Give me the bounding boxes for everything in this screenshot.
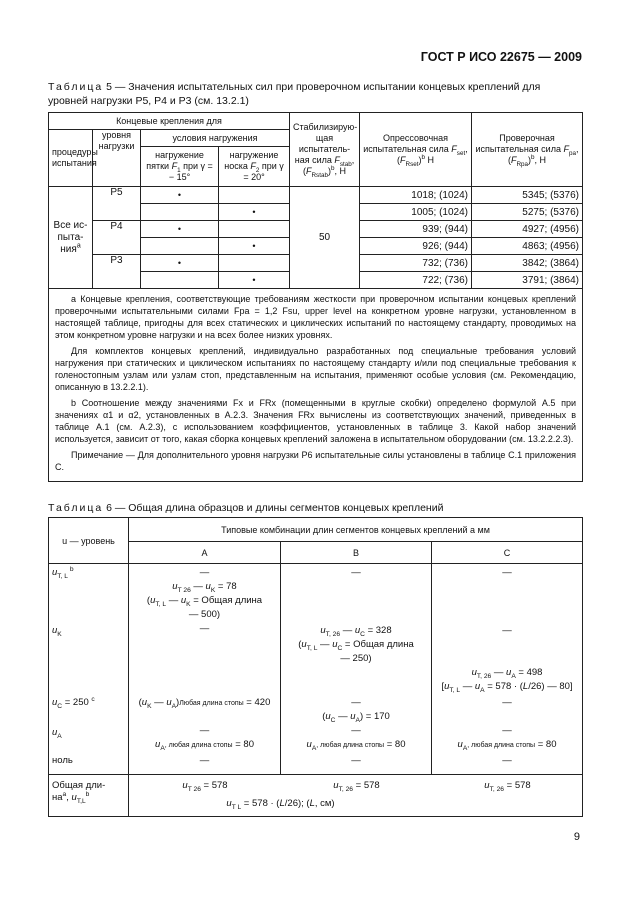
b-line-5: $u_A$, любая длина стопы = 80 (306, 739, 406, 752)
table5-header-set: Опрессовочная испытательная сила $F_{set}$, $(F_{Rset})^b$ Н (360, 113, 472, 187)
table5-pa-value: 4927; (4956) (472, 221, 583, 238)
total-c: $u_{T, 26} = 578$ (484, 780, 531, 793)
dash: — (502, 725, 512, 736)
table5-set-value: 939; (944) (360, 221, 472, 238)
table5-pa-value: 4863; (4956) (472, 238, 583, 255)
table5-set-value: 926; (944) (360, 238, 472, 255)
dash: — (199, 623, 210, 634)
dash: — (502, 697, 512, 708)
a-line-3: — 500) (188, 609, 221, 620)
b-line-4: ($u_C$ — $u_A) = 170$ (322, 711, 390, 724)
table6-caption (48, 501, 583, 515)
total-b: $u_{T, 26} = 578$ (333, 780, 380, 793)
dash: — (199, 725, 210, 736)
table5-header-stab: Стабилизирую-щая испытатель-ная сила $F_{stab}$, $(F_{Rstab})^b$, Н (290, 113, 360, 187)
table5-note: Примечание — Для дополнительного уровня нагрузки Р6 испытательные силы установлены в таблице С.1 приложения С. (55, 450, 576, 472)
table5-pa-value: 3791; (3864) (472, 272, 583, 289)
table5 (48, 112, 583, 482)
table5-level-p4: P4 (93, 221, 141, 255)
c-line-2: [$u_{T, L}$ — $u_A = 578 \cdot (L/26)$ — 80] (441, 681, 573, 694)
table5-header-proc: процедуры испытания (49, 130, 93, 187)
row-label-ua: $u_A$ (52, 727, 62, 740)
table6-total-cell (129, 775, 583, 817)
total-formula: $u_{T L} = 578 \cdot (L/26)$; (L, см) (226, 798, 335, 811)
table5-heel-dot: • (141, 187, 219, 204)
table5-pa-value: 5345; (5376) (472, 187, 583, 204)
dash: — (502, 625, 512, 636)
row-label-utl: $u_{T, L}$ $^b$ (52, 565, 74, 580)
table6-header-level: u — уровень (49, 518, 129, 564)
table5-header-level: уровня нагрузки (93, 130, 141, 187)
table5-proc-cell: Все ис- пыта- ния$^a$ (49, 187, 93, 289)
table5-level-p3: P3 (93, 255, 141, 289)
table5-pa-value: 5275; (5376) (472, 204, 583, 221)
dash: — (502, 567, 512, 578)
table5-toe-dot: • (219, 204, 290, 221)
table5-toe-dot: • (219, 272, 290, 289)
row-label-uc: $u_C = 250$ $^c$ (52, 695, 95, 710)
table6-col-b: B (281, 542, 432, 564)
table6-col-c-cell (432, 564, 583, 775)
dash: — (351, 567, 361, 578)
table5-caption-word: Таблица (48, 81, 104, 93)
a-line-2: ($u_{T, L}$ — $u_K$ = Общая длина (146, 595, 263, 608)
dash: — (199, 567, 210, 578)
table6-col-a-cell (129, 564, 281, 775)
table5-heel-dot: • (141, 221, 219, 238)
table5-header-toe: нагружение носка $F_2$ при γ = 20° (219, 147, 290, 187)
table5-footnotes (49, 289, 583, 482)
table6-row-labels (49, 564, 129, 775)
a-line-5: $u_A$, любая длина стопы = 80 (155, 739, 254, 752)
table5-heel-dot: • (141, 255, 219, 272)
a-line-4: ($u_K$ — $u_A)Любая$ длина стопы = 420 (138, 697, 271, 710)
table6-col-c: C (432, 542, 583, 564)
b-line-3: — 250) (340, 653, 372, 664)
c-line-3: $u_A$, любая длина стопы = 80 (457, 739, 557, 752)
c-line-1: $u_{T, 26}$ — $u_A = 498$ (471, 667, 543, 680)
table5-set-value: 1005; (1024) (360, 204, 472, 221)
table6-col-b-cell (281, 564, 432, 775)
table6-total-label: Общая дли- $на^a$, $u_{T,L}^b$ (49, 775, 129, 817)
page-number: 9 (573, 831, 580, 843)
table5-stab-value: 50 (290, 187, 360, 289)
table6-caption-text: 6 — Общая длина образцов и длины сегментов концевых креплений (103, 502, 444, 514)
a-line-1: $u_{T 26}$ — $u_K = 78$ (172, 581, 237, 594)
table5-caption-text: 5 — Значения испытательных сил при проверочном испытании концевых креплений для уровней нагрузки Р5, Р4 и Р3 (см. 13.2.1) (48, 81, 541, 107)
table5-header-pa: Проверочная испытательная сила $F_{pa}$, $(F_{Rpa})^b$, Н (472, 113, 583, 187)
table6-caption-word: Таблица (48, 502, 104, 514)
b-line-1: $u_{T, 26}$ — $u_C = 328$ (320, 625, 392, 638)
table5-pa-value: 3842; (3864) (472, 255, 583, 272)
table6-header-group: Типовые комбинации длин сегментов концевых креплений a мм (129, 518, 583, 542)
total-a: $u_{T 26} = 578$ (182, 780, 228, 793)
b-line-2: ($u_{T, L}$ — $u_C$ = Общая длина (298, 639, 414, 652)
footnote-b: b Соотношение между значениями Fx и FRx (помещенными в круглые скобки) определено формулой А.5 при значениях α1 и α2, установленных в А.2.3. Значения FRx вычислены из соответствующих значений, приведенных в таблице А.1 (см. А.2.3), с использованием коэффициентов, установленных в таблице 3. Какой набор значений используется, зависит от того, какая сборка концевых креплений заложена в испытательном оборудовании (см. 13.2.2.2.3). (55, 398, 576, 444)
table6-col-a: A (129, 542, 281, 564)
row-label-zero: ноль (52, 755, 73, 766)
document-header: ГОСТ Р ИСО 22675 — 2009 (420, 50, 582, 64)
footnote-a: a Концевые крепления, соответствующие требованиям жесткости при проверочном испытании концевых креплений проверочными испытательными силами Fpa = 1,2 Fsu, upper level на конкретном уровне нагрузки, установленном в настоящей таблице, пригодны для всех статических и циклических испытаний по настоящему стандарту, проводимых на этом конкретном уровне нагрузки и на всех более низких уровнях. (55, 294, 576, 340)
table5-caption (48, 80, 583, 108)
table5-toe-dot: • (219, 238, 290, 255)
table6 (48, 517, 583, 817)
dash: — (351, 697, 361, 708)
dash: — (199, 755, 210, 766)
footnote-a-cont: Для комплектов концевых креплений, индивидуально разработанных под специальные требования условий нагружения при статических и циклическом испытаниях по настоящему стандарту и/или под специальные требования к голеностопным узлам или узлам стоп, представленным на испытания, применяют особые условия (см. Рекомендацию, описанную в 13.2.2.1). (55, 346, 576, 392)
table5-set-value: 722; (736) (360, 272, 472, 289)
dash: — (351, 725, 361, 736)
table5-level-p5: P5 (93, 187, 141, 221)
table5-header-group: Концевые крепления для (49, 113, 290, 130)
table5-set-value: 1018; (1024) (360, 187, 472, 204)
row-label-uk: $u_K$ (52, 625, 62, 638)
table5-set-value: 732; (736) (360, 255, 472, 272)
dash: — (351, 755, 361, 766)
dash: — (502, 755, 512, 766)
table5-header-cond: условия нагружения (141, 130, 290, 147)
table5-header-heel: нагружение пятки $F_1$ при γ = − 15° (141, 147, 219, 187)
